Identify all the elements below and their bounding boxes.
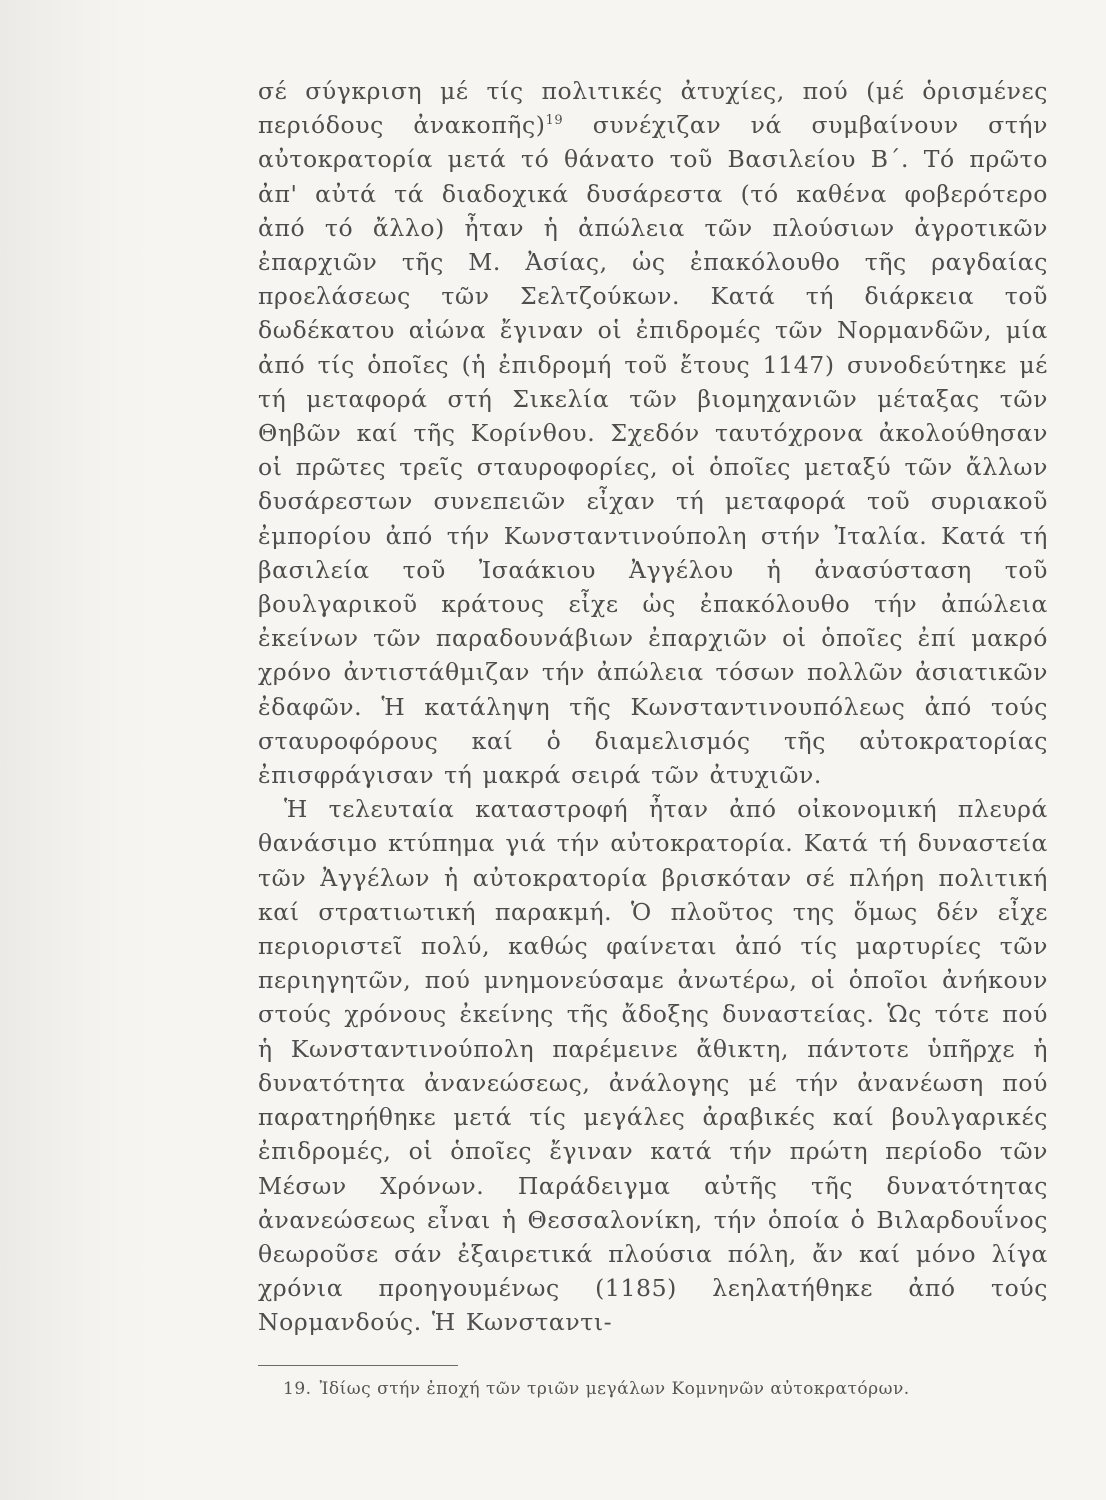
paragraph-1-text-a: σέ σύγκριση μέ τίς πολιτικές ἀτυχίες, πού (μέ ὁρισμένες περιόδους ἀνακοπῆς): [258, 77, 1048, 140]
main-text: [258, 74, 1048, 1340]
paragraph-2: Ἡ τελευταία καταστροφή ἦταν ἀπό οἰκονομική πλευρά θανάσιμο κτύπημα γιά τήν αὐτοκρατορία. Κατά τή δυναστεία τῶν Ἀγγέλων ἡ αὐτοκρατορία βρισκόταν σέ πλήρη πολιτική καί στρατιωτική παρακμή. Ὁ πλοῦτος της ὅμως δέν εἶχε περιοριστεῖ πολύ, καθώς φαίνεται ἀπό τίς μαρτυρίες τῶν περιηγητῶν, πού μνημονεύσαμε ἀνωτέρω, οἱ ὁποῖοι ἀνήκουν στούς χρόνους ἐκείνης τῆς ἄδοξης δυναστείας. Ὡς τότε πού ἡ Κωνσταντινούπολη παρέμεινε ἄθικτη, πάντοτε ὑπῆρχε ἡ δυνατότητα ἀνανεώσεως, ἀνάλογης μέ τήν ἀνανέωση πού παρατηρήθηκε μετά τίς μεγάλες ἀραβικές καί βουλγαρικές ἐπιδρομές, οἱ ὁποῖες ἔγιναν κατά τήν πρώτη περίοδο τῶν Μέσων Χρόνων. Παράδειγμα αὐτῆς τῆς δυνατότητας ἀνανεώσεως εἶναι ἡ Θεσσαλονίκη, τήν ὁποία ὁ Βιλαρδουΐνος θεωροῦσε σάν ἐξαιρετικά πλούσια πόλη, ἄν καί μόνο λίγα χρόνια προηγουμένως (1185) λεηλατήθηκε ἀπό τούς Νορμανδούς. Ἡ Κωνσταντι-: [258, 795, 1048, 1337]
footnote-text: Ἰδίως στήν ἐποχή τῶν τριῶν μεγάλων Κομνηνῶν αὐτοκρατόρων.: [319, 1379, 910, 1399]
paragraph-1-text-b: συνέχιζαν νά συμβαίνουν στήν αὐτοκρατορία μετά τό θάνατο τοῦ Βασιλείου Β΄. Τό πρῶτο ἀπ' αὐτά τά διαδοχικά δυσάρεστα (τό καθένα φοβερότερο ἀπό τό ἄλλο) ἦταν ἡ ἀπώλεια τῶν πλούσιων ἀγροτικῶν ἐπαρχιῶν τῆς Μ. Ἀσίας, ὡς ἐπακόλουθο τῆς ραγδαίας προελάσεως τῶν Σελτζούκων. Κατά τή διάρκεια τοῦ δωδέκατου αἰώνα ἔγιναν οἱ ἐπιδρομές τῶν Νορμανδῶν, μία ἀπό τίς ὁποῖες (ἡ ἐπιδρομή τοῦ ἔτους 1147) συνοδεύτηκε μέ τή μεταφορά στή Σικελία τῶν βιομηχανιῶν μέταξας τῶν Θηβῶν καί τῆς Κορίνθου. Σχεδόν ταυτόχρονα ἀκολούθησαν οἱ πρῶτες τρεῖς σταυροφορίες, οἱ ὁποῖες μεταξύ τῶν ἄλλων δυσάρεστων συνεπειῶν εἶχαν τή μεταφορά τοῦ συριακοῦ ἐμπορίου ἀπό τήν Κωνσταντινούπολη στήν Ἰταλία. Κατά τή βασιλεία τοῦ Ἰσαάκιου Ἀγγέλου ἡ ἀνασύσταση τοῦ βουλγαρικοῦ κράτους εἶχε ὡς ἐπακόλουθο τήν ἀπώλεια ἐκείνων τῶν παραδουνάβιων ἐπαρχιῶν οἱ ὁποῖες ἐπί μακρό χρόνο ἀντιστάθμιζαν τήν ἀπώλεια τόσων πολλῶν ἀσιατικῶν ἐδαφῶν. Ἡ κατάληψη τῆς Κωνσταντινουπόλεως ἀπό τούς σταυροφόρους καί ὁ διαμελισμός τῆς αὐτοκρατορίας ἐπισφράγισαν τή μακρά σειρά τῶν ἀτυχιῶν.: [258, 111, 1048, 790]
binding-gutter: [0, 0, 150, 1500]
footnote-number: 19.: [283, 1379, 312, 1399]
paragraph-1: [258, 74, 1048, 792]
footnote-separator: [258, 1365, 458, 1366]
footnote-reference: 19: [545, 113, 564, 129]
footnote: [283, 1378, 1043, 1400]
